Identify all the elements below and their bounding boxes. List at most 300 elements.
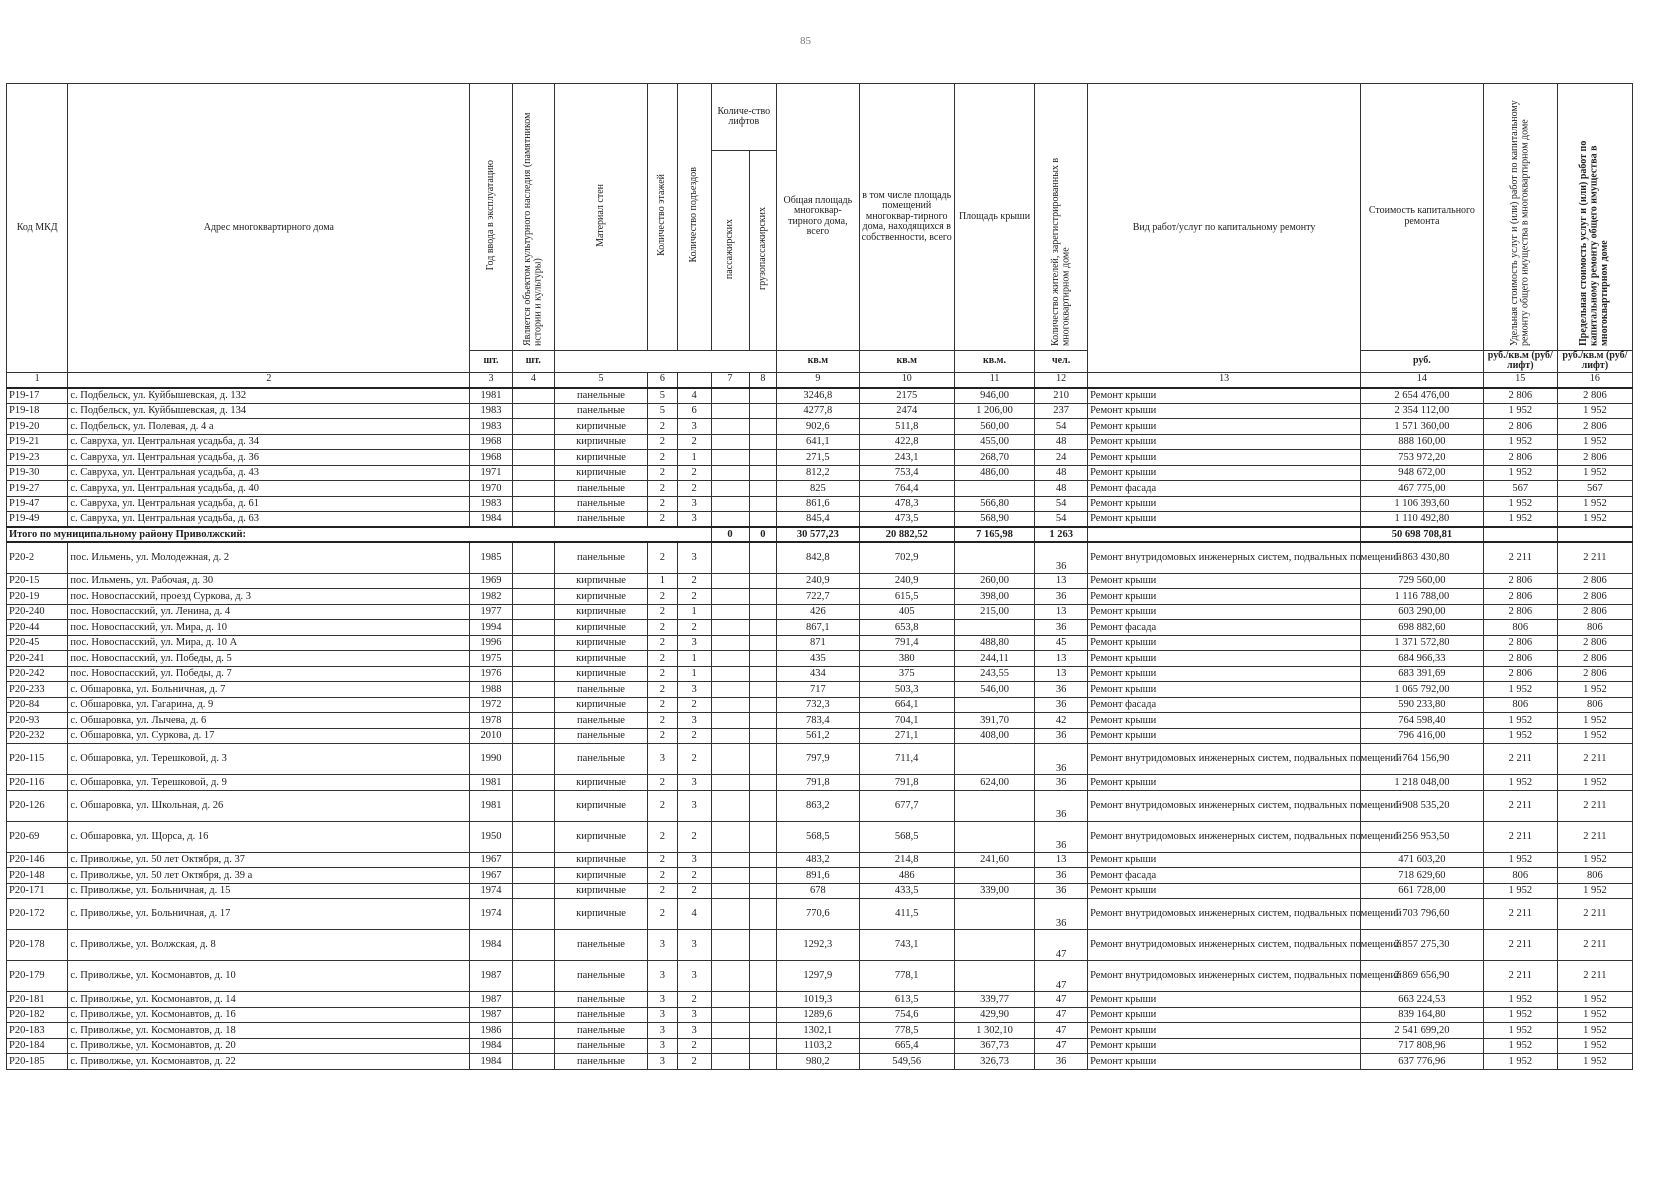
year: 1968 (470, 450, 512, 466)
address: с. Приволжье, ул. Больничная, д. 17 (68, 899, 470, 930)
table-row (7, 1054, 1633, 1070)
entrances: 3 (677, 790, 711, 821)
total-area: 435 (777, 651, 860, 667)
repair-cost: 753 972,20 (1361, 450, 1484, 466)
year: 2010 (470, 728, 512, 744)
entrances: 4 (677, 899, 711, 930)
freight-lifts (749, 434, 777, 450)
column-numbers-row (7, 372, 1633, 388)
residents: 36 (1035, 775, 1088, 791)
heritage (512, 868, 554, 884)
total-cost-sum: 50 698 708,81 (1361, 527, 1484, 542)
table-row (7, 728, 1633, 744)
freight-lifts (749, 542, 777, 573)
repair-cost: 1 106 393,60 (1361, 496, 1484, 512)
roof-area: 455,00 (954, 434, 1034, 450)
roof-area: 241,60 (954, 852, 1034, 868)
wall-material: кирпичные (554, 620, 647, 636)
residents: 36 (1035, 620, 1088, 636)
total-area: 641,1 (777, 434, 860, 450)
header-floors: Количество этажей (656, 174, 668, 256)
wall-material: кирпичные (554, 697, 647, 713)
mkd-code: Р19-47 (7, 496, 68, 512)
work-type: Ремонт крыши (1088, 1038, 1361, 1054)
mkd-code: Р20-171 (7, 883, 68, 899)
floors: 3 (648, 744, 678, 775)
address: пос. Новоспасский, ул. Победы, д. 5 (68, 651, 470, 667)
mkd-code: Р20-116 (7, 775, 68, 791)
heritage (512, 496, 554, 512)
work-type: Ремонт внутридомовых инженерных систем, подвальных помещений (1088, 961, 1361, 992)
roof-area (954, 821, 1034, 852)
entrances: 2 (677, 589, 711, 605)
passenger-lifts (711, 604, 749, 620)
repair-cost: 1 371 572,80 (1361, 635, 1484, 651)
passenger-lifts (711, 388, 749, 404)
work-type: Ремонт крыши (1088, 713, 1361, 729)
total-area: 717 (777, 682, 860, 698)
column-number: 14 (1361, 372, 1484, 388)
owned-area: 711,4 (859, 744, 954, 775)
mkd-code: Р19-17 (7, 388, 68, 404)
residents: 13 (1035, 852, 1088, 868)
passenger-lifts (711, 868, 749, 884)
address: с. Приволжье, ул. 50 лет Октября, д. 39 а (68, 868, 470, 884)
roof-area (954, 868, 1034, 884)
unit-sqm: кв.м (777, 350, 860, 372)
repair-cost: 948 672,00 (1361, 465, 1484, 481)
floors: 2 (648, 635, 678, 651)
entrances: 1 (677, 651, 711, 667)
table-row (7, 434, 1633, 450)
floors: 1 (648, 573, 678, 589)
table-row (7, 992, 1633, 1008)
work-type: Ремонт крыши (1088, 635, 1361, 651)
total-owned-area-sum: 20 882,52 (859, 527, 954, 542)
year: 1984 (470, 1054, 512, 1070)
limit-cost: 1 952 (1557, 512, 1632, 528)
roof-area (954, 930, 1034, 961)
residents: 36 (1035, 821, 1088, 852)
passenger-lifts (711, 481, 749, 497)
work-type: Ремонт крыши (1088, 388, 1361, 404)
repair-cost: 1 908 535,20 (1361, 790, 1484, 821)
floors: 2 (648, 821, 678, 852)
entrances: 6 (677, 403, 711, 419)
header-year: Год ввода в эксплуатацию (484, 159, 496, 271)
table-row (7, 1007, 1633, 1023)
column-number (677, 372, 711, 388)
wall-material: панельные (554, 388, 647, 404)
unit-cost: 2 211 (1483, 821, 1557, 852)
wall-material: кирпичные (554, 651, 647, 667)
owned-area: 243,1 (859, 450, 954, 466)
address: с. Подбельск, ул. Куйбышевская, д. 132 (68, 388, 470, 404)
limit-cost: 1 952 (1557, 1038, 1632, 1054)
table-row (7, 713, 1633, 729)
year: 1969 (470, 573, 512, 589)
residents: 42 (1035, 713, 1088, 729)
year: 1996 (470, 635, 512, 651)
year: 1967 (470, 868, 512, 884)
column-number: 3 (470, 372, 512, 388)
limit-cost: 1 952 (1557, 852, 1632, 868)
passenger-lifts (711, 465, 749, 481)
entrances: 1 (677, 666, 711, 682)
work-type: Ремонт внутридомовых инженерных систем, подвальных помещений (1088, 790, 1361, 821)
mkd-code: Р20-242 (7, 666, 68, 682)
passenger-lifts (711, 434, 749, 450)
wall-material: кирпичные (554, 821, 647, 852)
address: с. Савруха, ул. Центральная усадьба, д. 34 (68, 434, 470, 450)
address: с. Савруха, ул. Центральная усадьба, д. 36 (68, 450, 470, 466)
heritage (512, 1038, 554, 1054)
work-type: Ремонт внутридомовых инженерных систем, подвальных помещений (1088, 821, 1361, 852)
mkd-code: Р20-185 (7, 1054, 68, 1070)
residents: 54 (1035, 496, 1088, 512)
mkd-code: Р19-49 (7, 512, 68, 528)
address: пос. Новоспасский, проезд Суркова, д. 3 (68, 589, 470, 605)
total-area: 867,1 (777, 620, 860, 636)
passenger-lifts (711, 666, 749, 682)
address: с. Савруха, ул. Центральная усадьба, д. 61 (68, 496, 470, 512)
repair-cost: 603 290,00 (1361, 604, 1484, 620)
header-repair-cost: Стоимость капитального ремонта (1361, 84, 1484, 351)
address: пос. Ильмень, ул. Молодежная, д. 2 (68, 542, 470, 573)
unit-cost: 2 806 (1483, 604, 1557, 620)
limit-cost: 2 806 (1557, 635, 1632, 651)
repair-cost: 467 775,00 (1361, 481, 1484, 497)
owned-area: 753,4 (859, 465, 954, 481)
heritage (512, 589, 554, 605)
limit-cost: 2 806 (1557, 419, 1632, 435)
unit-cost: 2 806 (1483, 419, 1557, 435)
roof-area (954, 620, 1034, 636)
year: 1984 (470, 512, 512, 528)
entrances: 3 (677, 852, 711, 868)
work-type: Ремонт крыши (1088, 1054, 1361, 1070)
roof-area (954, 542, 1034, 573)
work-type: Ремонт крыши (1088, 573, 1361, 589)
repair-cost: 888 160,00 (1361, 434, 1484, 450)
passenger-lifts (711, 542, 749, 573)
residents: 36 (1035, 790, 1088, 821)
freight-lifts (749, 589, 777, 605)
wall-material: панельные (554, 682, 647, 698)
floors: 2 (648, 775, 678, 791)
year: 1975 (470, 651, 512, 667)
mkd-code: Р20-15 (7, 573, 68, 589)
total-passenger-lifts: 0 (711, 527, 749, 542)
wall-material: панельные (554, 728, 647, 744)
heritage (512, 542, 554, 573)
residents: 47 (1035, 930, 1088, 961)
floors: 2 (648, 728, 678, 744)
header-work-type: Вид работ/услуг по капитальному ремонту (1088, 84, 1361, 373)
year: 1994 (470, 620, 512, 636)
floors: 2 (648, 419, 678, 435)
floors: 2 (648, 697, 678, 713)
wall-material: кирпичные (554, 450, 647, 466)
year: 1972 (470, 697, 512, 713)
header-lifts: Количе-ство лифтов (711, 84, 777, 151)
owned-area: 702,9 (859, 542, 954, 573)
address: с. Приволжье, ул. Космонавтов, д. 10 (68, 961, 470, 992)
owned-area: 240,9 (859, 573, 954, 589)
floors: 2 (648, 651, 678, 667)
mkd-code: Р20-178 (7, 930, 68, 961)
owned-area: 664,1 (859, 697, 954, 713)
unit-cost: 567 (1483, 481, 1557, 497)
passenger-lifts (711, 419, 749, 435)
mkd-code: Р19-23 (7, 450, 68, 466)
table-row (7, 388, 1633, 404)
table-row (7, 403, 1633, 419)
total-area: 770,6 (777, 899, 860, 930)
repair-cost: 1 764 156,90 (1361, 744, 1484, 775)
residents: 13 (1035, 666, 1088, 682)
freight-lifts (749, 728, 777, 744)
unit-cost: 1 952 (1483, 1038, 1557, 1054)
residents: 13 (1035, 651, 1088, 667)
mkd-code: Р20-240 (7, 604, 68, 620)
entrances: 1 (677, 604, 711, 620)
residents: 47 (1035, 1023, 1088, 1039)
address: с. Приволжье, ул. Космонавтов, д. 20 (68, 1038, 470, 1054)
wall-material: панельные (554, 1038, 647, 1054)
year: 1981 (470, 775, 512, 791)
table-row (7, 542, 1633, 573)
year: 1978 (470, 713, 512, 729)
heritage (512, 728, 554, 744)
passenger-lifts (711, 1023, 749, 1039)
year: 1974 (470, 899, 512, 930)
table-row (7, 1023, 1633, 1039)
wall-material: кирпичные (554, 790, 647, 821)
passenger-lifts (711, 713, 749, 729)
freight-lifts (749, 496, 777, 512)
unit-rub-per-sqm: руб./кв.м (руб/лифт) (1557, 350, 1632, 372)
heritage (512, 465, 554, 481)
heritage (512, 620, 554, 636)
floors: 2 (648, 434, 678, 450)
entrances: 3 (677, 682, 711, 698)
freight-lifts (749, 403, 777, 419)
total-label: Итого по муниципальному району Приволжский: (7, 527, 712, 542)
address: с. Приволжье, ул. Космонавтов, д. 16 (68, 1007, 470, 1023)
table-row (7, 465, 1633, 481)
heritage (512, 961, 554, 992)
heritage (512, 883, 554, 899)
year: 1984 (470, 1038, 512, 1054)
address: с. Приволжье, ул. Больничная, д. 15 (68, 883, 470, 899)
total-limit-cost (1557, 527, 1632, 542)
year: 1968 (470, 434, 512, 450)
mkd-code: Р20-172 (7, 899, 68, 930)
freight-lifts (749, 852, 777, 868)
mkd-code: Р19-27 (7, 481, 68, 497)
column-number: 15 (1483, 372, 1557, 388)
limit-cost: 1 952 (1557, 713, 1632, 729)
limit-cost: 1 952 (1557, 728, 1632, 744)
wall-material: панельные (554, 930, 647, 961)
entrances: 3 (677, 713, 711, 729)
heritage (512, 713, 554, 729)
year: 1987 (470, 992, 512, 1008)
residents: 36 (1035, 682, 1088, 698)
mkd-code: Р19-20 (7, 419, 68, 435)
repair-cost: 717 808,96 (1361, 1038, 1484, 1054)
total-area: 842,8 (777, 542, 860, 573)
header-limit-cost: Предельная стоимость услуг и (или) работ по капитальному ремонту общего имущества в многоквартирном доме (1578, 140, 1611, 346)
work-type: Ремонт крыши (1088, 496, 1361, 512)
total-area: 732,3 (777, 697, 860, 713)
owned-area: 503,3 (859, 682, 954, 698)
page-number: 85 (800, 35, 811, 47)
limit-cost: 2 806 (1557, 666, 1632, 682)
mkd-code: Р20-183 (7, 1023, 68, 1039)
limit-cost: 2 211 (1557, 821, 1632, 852)
year: 1970 (470, 481, 512, 497)
wall-material: кирпичные (554, 666, 647, 682)
total-area: 1289,6 (777, 1007, 860, 1023)
address: с. Приволжье, ул. Космонавтов, д. 18 (68, 1023, 470, 1039)
passenger-lifts (711, 496, 749, 512)
total-area: 483,2 (777, 852, 860, 868)
floors: 2 (648, 790, 678, 821)
owned-area: 375 (859, 666, 954, 682)
freight-lifts (749, 775, 777, 791)
unit-cost: 2 806 (1483, 651, 1557, 667)
wall-material: панельные (554, 481, 647, 497)
unit-cost: 1 952 (1483, 465, 1557, 481)
unit-sqm: кв.м. (954, 350, 1034, 372)
repair-cost: 1 703 796,60 (1361, 899, 1484, 930)
address: пос. Новоспасский, ул. Мира, д. 10 А (68, 635, 470, 651)
entrances: 3 (677, 1023, 711, 1039)
roof-area: 408,00 (954, 728, 1034, 744)
floors: 2 (648, 883, 678, 899)
mkd-code: Р20-126 (7, 790, 68, 821)
total-area: 861,6 (777, 496, 860, 512)
floors: 3 (648, 1054, 678, 1070)
passenger-lifts (711, 635, 749, 651)
table-row (7, 666, 1633, 682)
repair-cost: 684 966,33 (1361, 651, 1484, 667)
repair-cost: 796 416,00 (1361, 728, 1484, 744)
roof-area: 560,00 (954, 419, 1034, 435)
freight-lifts (749, 1007, 777, 1023)
repair-cost: 2 354 112,00 (1361, 403, 1484, 419)
repair-cost: 1 571 360,00 (1361, 419, 1484, 435)
address: с. Приволжье, ул. Волжская, д. 8 (68, 930, 470, 961)
residents: 36 (1035, 728, 1088, 744)
passenger-lifts (711, 899, 749, 930)
entrances: 2 (677, 744, 711, 775)
owned-area: 405 (859, 604, 954, 620)
header-heritage: Является объектом культурного наследия (памятником истории и культуры) (521, 112, 544, 346)
work-type: Ремонт внутридомовых инженерных систем, подвальных помещений (1088, 744, 1361, 775)
freight-lifts (749, 1023, 777, 1039)
limit-cost: 1 952 (1557, 434, 1632, 450)
column-number: 13 (1088, 372, 1361, 388)
total-unit-cost (1483, 527, 1557, 542)
column-number: 10 (859, 372, 954, 388)
heritage (512, 573, 554, 589)
total-area: 568,5 (777, 821, 860, 852)
passenger-lifts (711, 852, 749, 868)
header-passenger-lifts: пассажирских (723, 218, 735, 279)
unit-cost: 1 952 (1483, 496, 1557, 512)
repair-cost: 590 233,80 (1361, 697, 1484, 713)
total-roof-area-sum: 7 165,98 (954, 527, 1034, 542)
header-wall-material: Материал стен (594, 183, 606, 247)
passenger-lifts (711, 589, 749, 605)
heritage (512, 1054, 554, 1070)
repair-cost: 2 541 699,20 (1361, 1023, 1484, 1039)
work-type: Ремонт крыши (1088, 728, 1361, 744)
mkd-code: Р20-148 (7, 868, 68, 884)
work-type: Ремонт крыши (1088, 419, 1361, 435)
owned-area: 778,1 (859, 961, 954, 992)
floors: 2 (648, 666, 678, 682)
total-residents-sum: 1 263 (1035, 527, 1088, 542)
mkd-code: Р20-179 (7, 961, 68, 992)
residents: 36 (1035, 589, 1088, 605)
table-row (7, 682, 1633, 698)
freight-lifts (749, 992, 777, 1008)
heritage (512, 930, 554, 961)
passenger-lifts (711, 403, 749, 419)
repair-cost: 1 065 792,00 (1361, 682, 1484, 698)
roof-area: 1 206,00 (954, 403, 1034, 419)
wall-material: кирпичные (554, 883, 647, 899)
address: с. Обшаровка, ул. Терешковой, д. 9 (68, 775, 470, 791)
year: 1987 (470, 1007, 512, 1023)
passenger-lifts (711, 512, 749, 528)
unit-cost: 1 952 (1483, 1054, 1557, 1070)
floors: 2 (648, 496, 678, 512)
owned-area: 665,4 (859, 1038, 954, 1054)
address: с. Подбельск, ул. Куйбышевская, д. 134 (68, 403, 470, 419)
table-row (7, 1038, 1633, 1054)
total-area-sum: 30 577,23 (777, 527, 860, 542)
total-area: 240,9 (777, 573, 860, 589)
address: с. Савруха, ул. Центральная усадьба, д. 43 (68, 465, 470, 481)
table-row (7, 496, 1633, 512)
wall-material: кирпичные (554, 434, 647, 450)
entrances: 2 (677, 434, 711, 450)
address: пос. Новоспасский, ул. Победы, д. 7 (68, 666, 470, 682)
roof-area: 339,00 (954, 883, 1034, 899)
residents: 48 (1035, 465, 1088, 481)
unit-cost: 806 (1483, 868, 1557, 884)
year: 1976 (470, 666, 512, 682)
freight-lifts (749, 512, 777, 528)
roof-area (954, 899, 1034, 930)
roof-area: 244,11 (954, 651, 1034, 667)
entrances: 3 (677, 930, 711, 961)
repair-cost: 698 882,60 (1361, 620, 1484, 636)
repair-cost: 637 776,96 (1361, 1054, 1484, 1070)
passenger-lifts (711, 821, 749, 852)
passenger-lifts (711, 728, 749, 744)
heritage (512, 666, 554, 682)
column-number: 5 (554, 372, 647, 388)
passenger-lifts (711, 697, 749, 713)
unit-cost: 1 952 (1483, 682, 1557, 698)
limit-cost: 1 952 (1557, 403, 1632, 419)
